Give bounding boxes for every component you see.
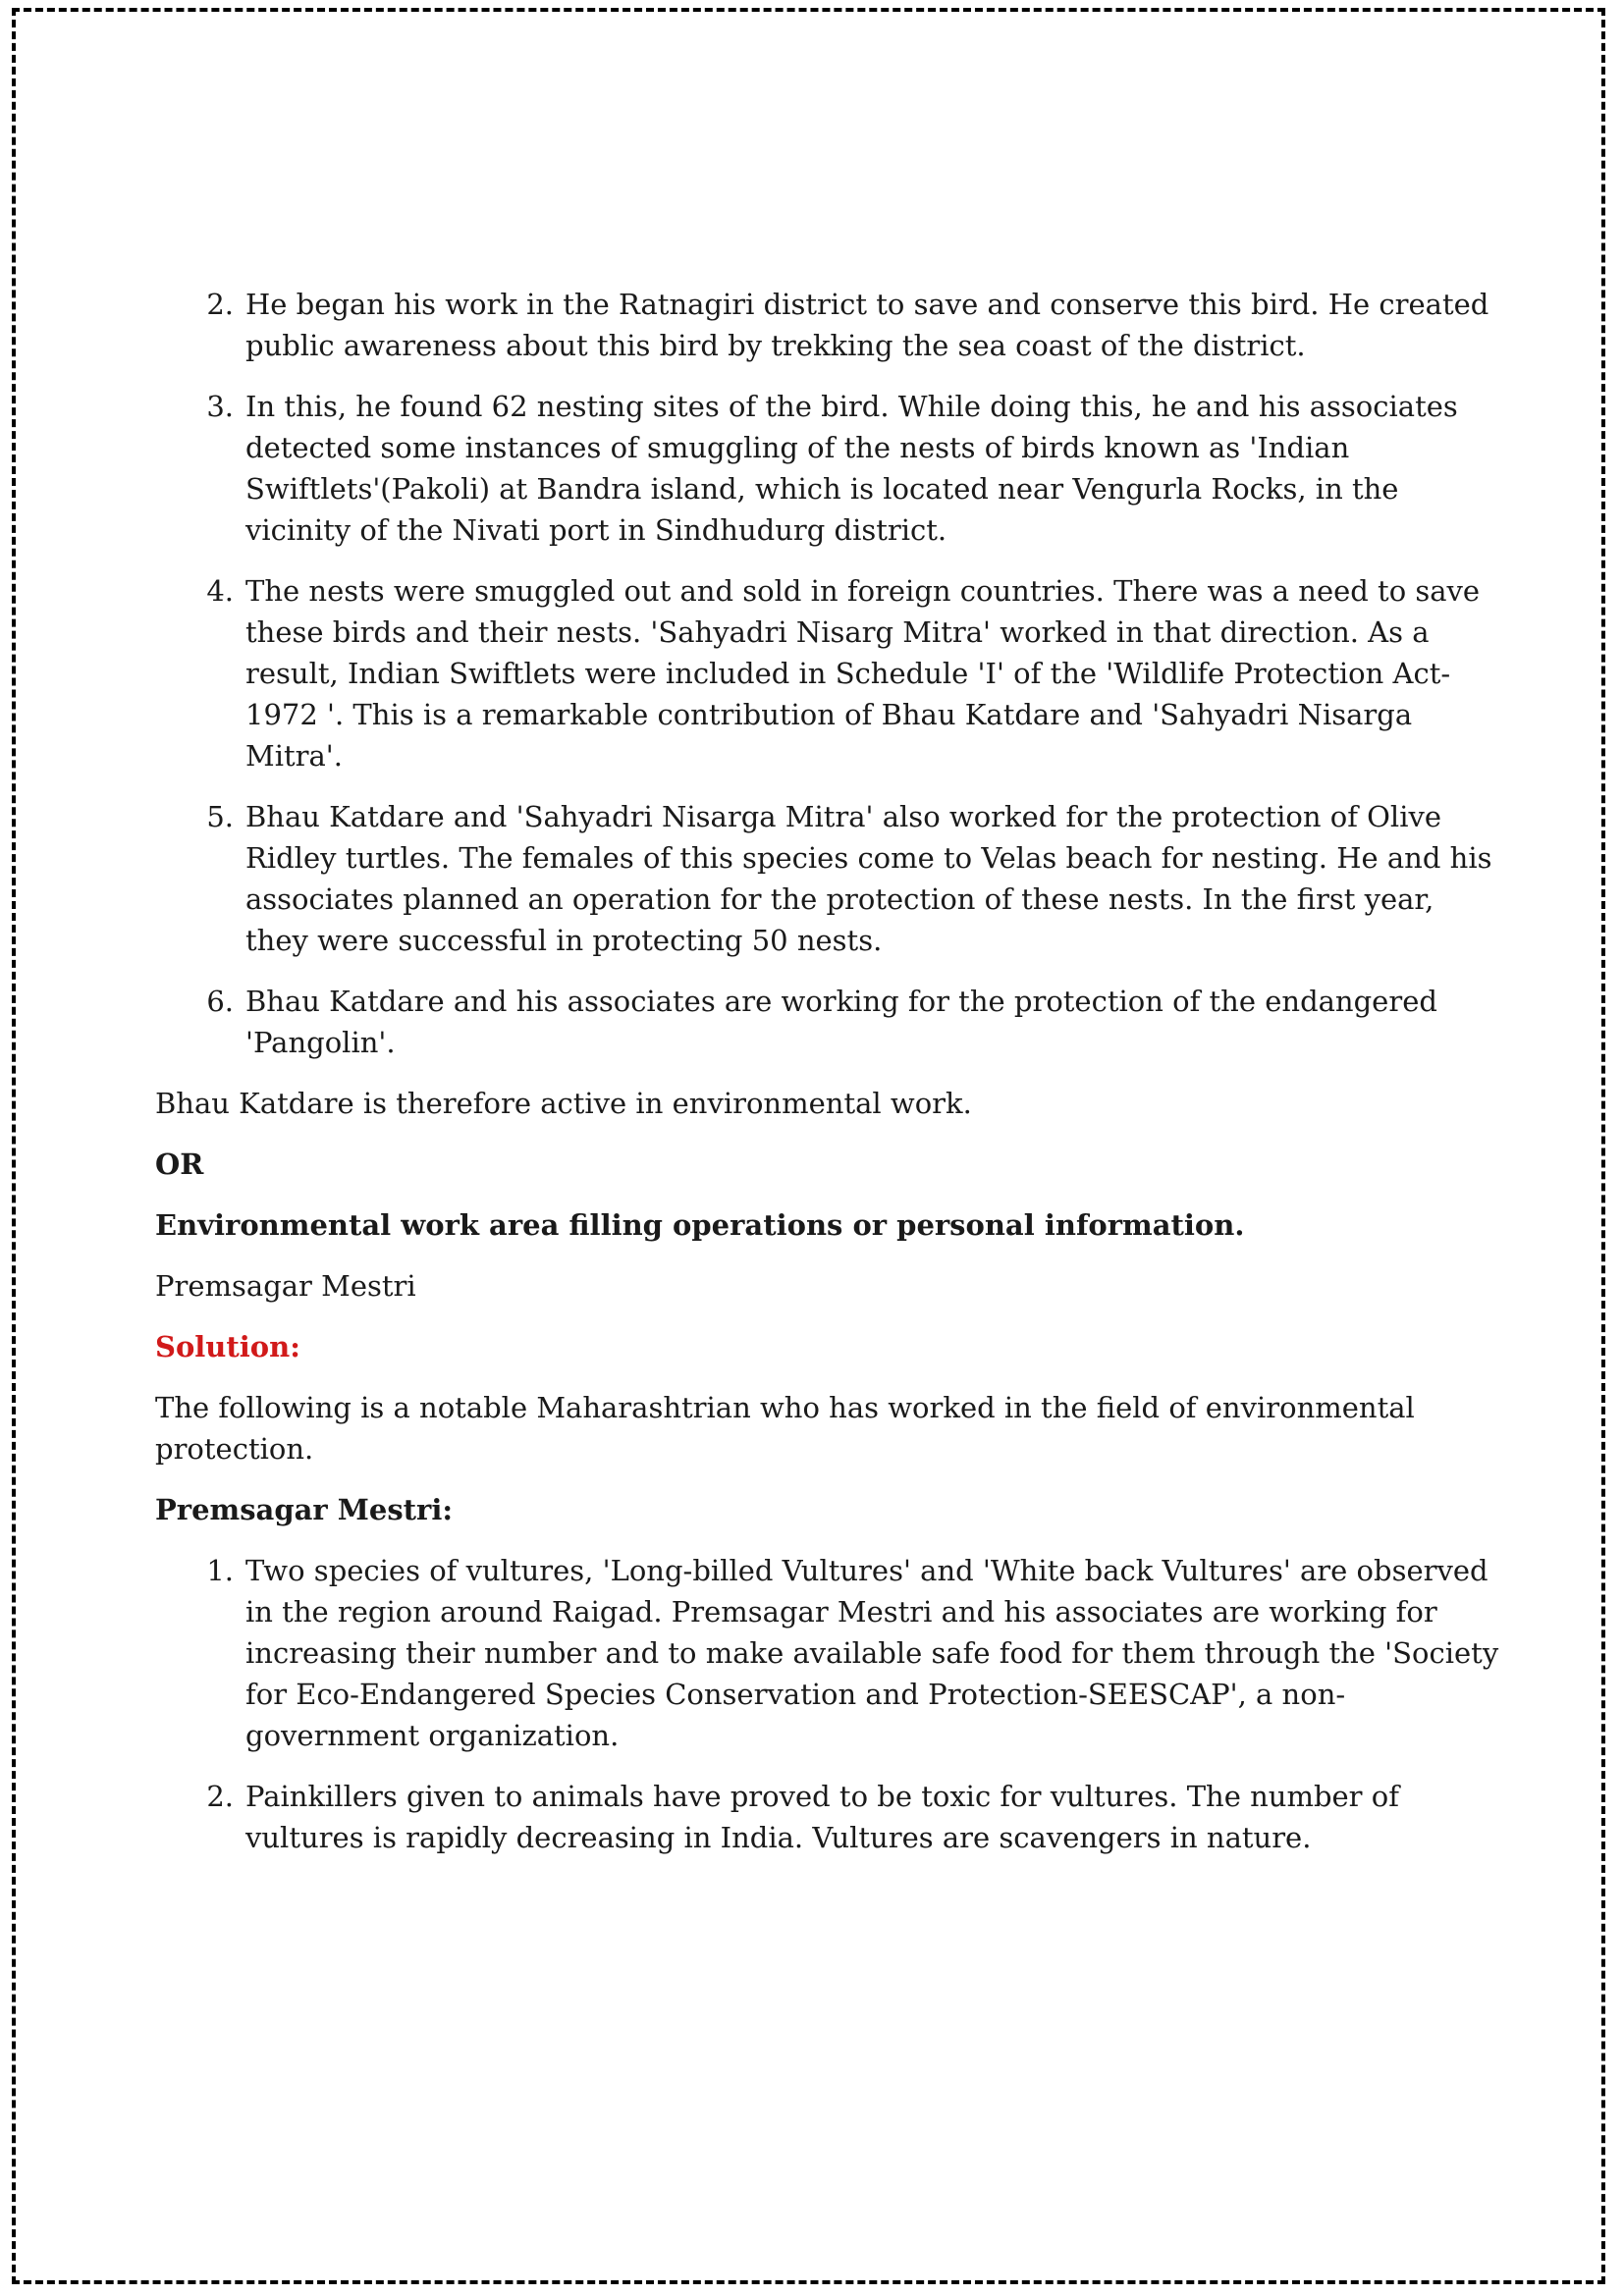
list-item <box>206 981 1500 1063</box>
list-number: 2. <box>206 288 234 321</box>
list-number: 1. <box>206 1554 234 1587</box>
list-item <box>206 1550 1500 1756</box>
question-text: Environmental work area filling operations or personal information. <box>155 1208 1245 1242</box>
question-name: Premsagar Mestri <box>155 1269 416 1303</box>
conclusion-text: Bhau Katdare is therefore active in environmental work. <box>155 1087 972 1120</box>
list-item <box>206 1776 1500 1858</box>
list-text: In this, he found 62 nesting sites of the bird. While doing this, he and his associates detected some instances of smuggling of the nests of birds known as 'Indian Swiftlets'(Pakoli) at Bandra island, which is located near Vengurla Rocks, in the vicinity of the Nivati port in Sindhudurg district. <box>245 390 1458 547</box>
premsagar-mestri-points <box>155 1550 1500 1858</box>
list-number: 4. <box>206 574 234 608</box>
list-text: Bhau Katdare and his associates are working for the protection of the endangered 'Pangolin'. <box>245 985 1437 1059</box>
document-body <box>155 284 1500 1878</box>
list-text: He began his work in the Ratnagiri district to save and conserve this bird. He created public awareness about this bird by trekking the sea coast of the district. <box>245 288 1489 362</box>
solution-label: Solution: <box>155 1330 300 1363</box>
list-number: 6. <box>206 985 234 1018</box>
list-item <box>206 570 1500 776</box>
list-item <box>206 796 1500 961</box>
list-number: 2. <box>206 1780 234 1813</box>
list-text: Bhau Katdare and 'Sahyadri Nisarga Mitra' also worked for the protection of Olive Ridley turtles. The females of this species come to Velas beach for nesting. He and his associates planned an operation for the protection of these nests. In the first year, they were successful in protecting 50 nests. <box>245 800 1492 957</box>
list-number: 3. <box>206 390 234 423</box>
bhau-katdare-points <box>155 284 1500 1063</box>
list-item <box>206 284 1500 366</box>
person-heading: Premsagar Mestri: <box>155 1493 454 1526</box>
list-number: 5. <box>206 800 234 833</box>
list-text: The nests were smuggled out and sold in foreign countries. There was a need to save these birds and their nests. 'Sahyadri Nisarg Mitra' worked in that direction. As a result, Indian Swiftlets were included in Schedule 'I' of the 'Wildlife Protection Act-1972 '. This is a remarkable contribution of Bhau Katdare and 'Sahyadri Nisarga Mitra'. <box>245 574 1481 773</box>
or-label: OR <box>155 1148 204 1181</box>
list-item <box>206 386 1500 551</box>
list-text: Painkillers given to animals have proved to be toxic for vultures. The number of vultures is rapidly decreasing in India. Vultures are scavengers in nature. <box>245 1780 1399 1854</box>
list-text: Two species of vultures, 'Long-billed Vultures' and 'White back Vultures' are observed in the region around Raigad. Premsagar Mestri and his associates are working for increasing their number and to make available safe food for them through the 'Society for Eco-Endangered Species Conservation and Protection-SEESCAP', a non-government organization. <box>245 1554 1499 1752</box>
intro-text: The following is a notable Maharashtrian who has worked in the field of environmental protection. <box>155 1391 1415 1466</box>
